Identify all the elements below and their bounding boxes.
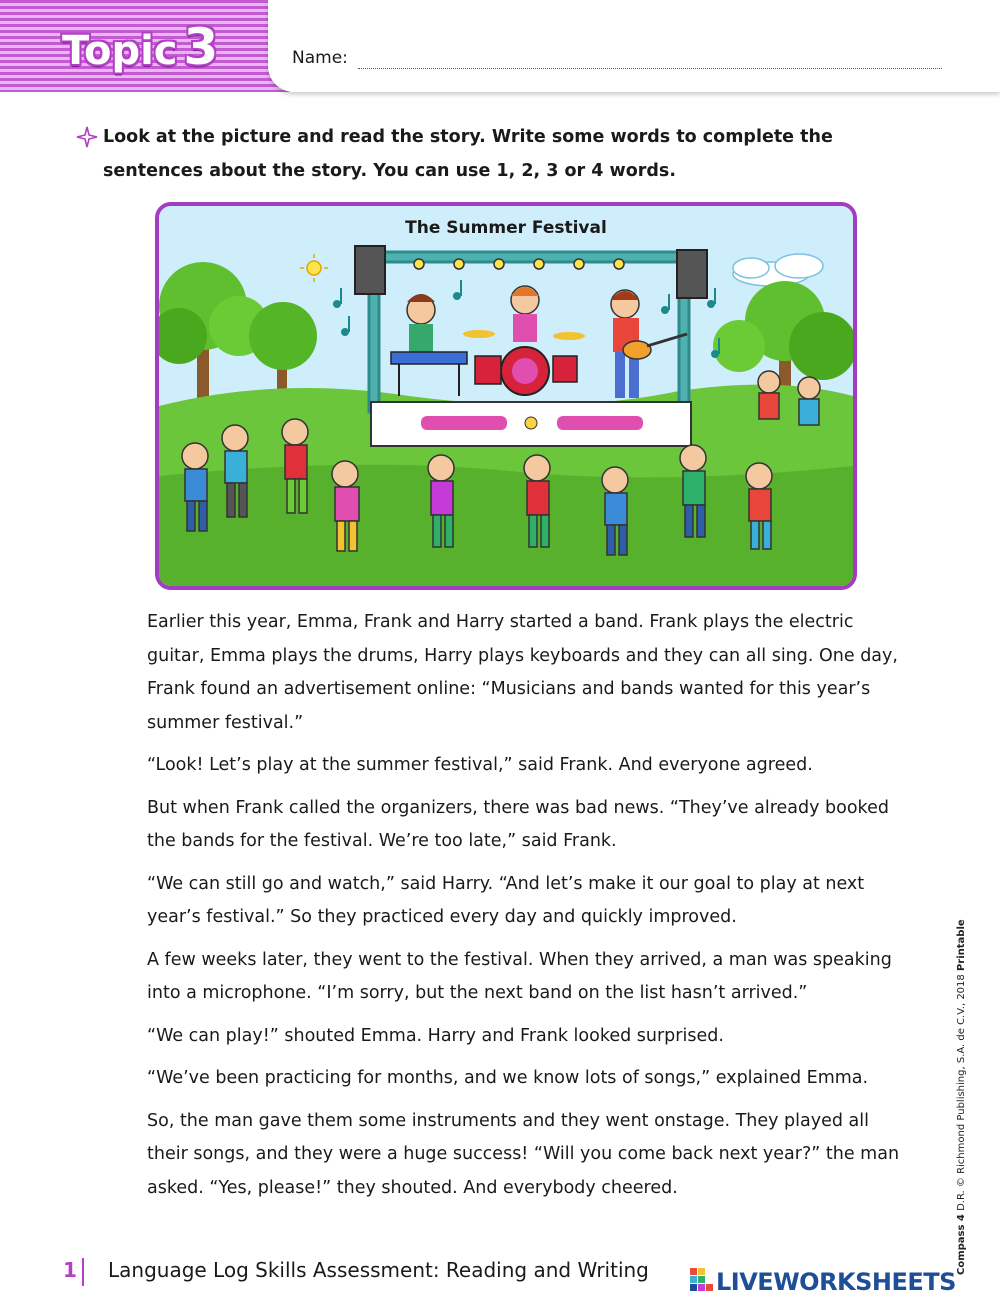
story-paragraph: “We’ve been practicing for months, and we know lots of songs,” explained Emma. [147, 1068, 869, 1088]
footer-title: Language Log Skills Assessment: Reading and Writing [108, 1258, 649, 1282]
credit-book: Compass 4 [956, 1214, 967, 1275]
speaker-right [677, 250, 707, 298]
copyright-credit [956, 919, 967, 1275]
topic-badge [62, 18, 218, 76]
story-paragraph: Earlier this year, Emma, Frank and Harry started a band. Frank plays the electric guitar, Emma plays the drums, Harry plays keyboards and they can all sing. One day, Frank found an advertisement online: “Musicians and bands wanted for this year’s summer festival.” [147, 612, 898, 733]
festival-scene [159, 206, 853, 586]
story-text [147, 606, 907, 1214]
story-paragraph: But when Frank called the organizers, there was bad news. “They’ve already booked the bands for the festival. We’re too late,” said Frank. [147, 797, 889, 851]
page-divider [82, 1258, 84, 1286]
name-field[interactable] [358, 68, 942, 69]
instructions-text: Look at the picture and read the story. Write some words to complete the sentences about the story. You can use 1, 2, 3 or 4 words. [103, 127, 833, 181]
credit-printable: Printable [956, 919, 967, 972]
logo-text: LIVEWORKSHEETS [716, 1268, 956, 1296]
header-card [268, 0, 1000, 92]
stage-banner-left [421, 416, 507, 430]
story-paragraph: So, the man gave them some instruments and they went onstage. They played all their songs, and they were a huge success! “Will you come back next year?” the man asked. “Yes, please!” they shouted. And everybody cheered. [147, 1110, 900, 1198]
stage-banner-right [557, 416, 643, 430]
festival-picture [155, 202, 857, 590]
credit-text: D.R. © Richmond Publishing, S.A. de C.V., 2018 [956, 974, 967, 1211]
story-paragraph: “We can play!” shouted Emma. Harry and Frank looked surprised. [147, 1025, 724, 1046]
page-number: 1 [63, 1258, 77, 1282]
name-label: Name: [292, 48, 348, 68]
speaker-left [355, 246, 385, 294]
story-paragraph: A few weeks later, they went to the festival. When they arrived, a man was speaking into a microphone. “I’m sorry, but the next band on the list hasn’t arrived.” [147, 949, 892, 1003]
liveworksheets-logo[interactable] [690, 1268, 956, 1296]
logo-blocks-icon [690, 1268, 714, 1296]
story-paragraph: “Look! Let’s play at the summer festival,” said Frank. And everyone agreed. [147, 755, 813, 775]
sparkle-icon [76, 126, 98, 148]
topic-word: Topic [62, 28, 178, 74]
topic-number: 3 [183, 18, 219, 76]
story-paragraph: “We can still go and watch,” said Harry. “And let’s make it our goal to play at next year’s festival.” So they practiced every day and quickly improved. [147, 873, 865, 927]
picture-title: The Summer Festival [405, 218, 607, 238]
